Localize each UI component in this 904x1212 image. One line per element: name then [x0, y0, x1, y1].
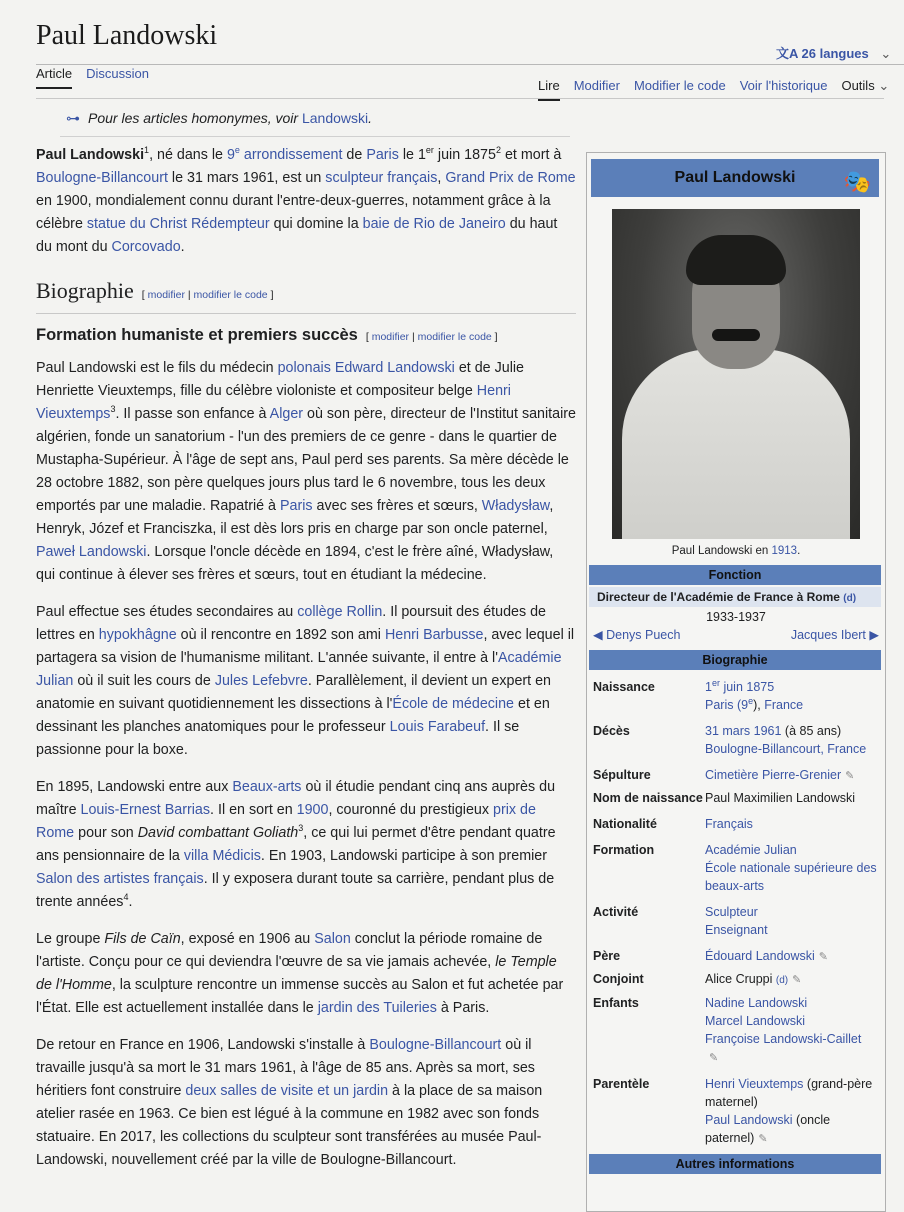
row-label: Décès	[593, 724, 630, 738]
text: Fils de Caïn	[104, 931, 181, 947]
row-label: Activité	[593, 905, 639, 919]
pencil-icon[interactable]: ✎	[709, 1052, 719, 1064]
link[interactable]: Henri Barbusse	[384, 627, 484, 643]
subsection-heading	[36, 324, 576, 349]
link[interactable]: Enseignant	[705, 923, 768, 937]
wikidata-link[interactable]: (d)	[775, 975, 789, 986]
link-christ[interactable]: statue du Christ Rédempteur	[86, 216, 270, 232]
language-count: 26 langues	[801, 46, 869, 61]
text: 9	[226, 147, 235, 163]
link[interactable]: 1913	[771, 545, 798, 557]
ref-3[interactable]: 3	[110, 404, 116, 415]
infobox-rows	[587, 676, 885, 1150]
row-deces	[587, 720, 885, 760]
text: Alice Cruppi	[705, 972, 773, 986]
row-parentele	[587, 1073, 885, 1150]
birth-date	[705, 678, 879, 696]
text: , exposé en 1906 au	[180, 931, 315, 947]
row-value	[705, 903, 879, 939]
theatre-mask-icon: 🎭	[843, 169, 871, 194]
pencil-icon[interactable]: ✎	[845, 770, 855, 782]
paragraph-1	[36, 357, 576, 587]
text: De retour en France en 1906, Landowski s'installe à	[36, 1037, 370, 1053]
death-date	[705, 722, 879, 740]
text: et en dessinant les planches anatomiques pour le professeur	[36, 696, 550, 735]
text: .	[797, 545, 801, 557]
link[interactable]: Marcel Landowski	[705, 1014, 806, 1028]
text: . En 1903, Landowski participe à son premier	[260, 848, 548, 864]
pencil-icon[interactable]: ✎	[792, 974, 802, 986]
text: et mort à	[500, 147, 562, 163]
fonction-title	[589, 587, 881, 607]
text: er	[711, 677, 720, 688]
text: .	[180, 239, 185, 255]
formation-1	[705, 841, 879, 859]
paragraph-3	[36, 776, 576, 914]
disambiguation-icon: ⊶	[66, 110, 80, 126]
text: . Il passe son enfance à	[115, 406, 270, 422]
wikidata-link[interactable]: (d)	[843, 593, 857, 604]
link-paris[interactable]: Paris	[366, 147, 399, 163]
text: juin 1875	[719, 680, 775, 694]
text: , avec lequel il partagera sa vision de l'humanisme militant. L'année suivante, il entre à l'	[36, 627, 575, 666]
heading-text: Biographie	[36, 278, 134, 303]
row-label: Formation	[593, 843, 655, 857]
article-body	[36, 144, 576, 1186]
row-label: Nom de naissance	[593, 791, 703, 805]
photo-shirt	[622, 349, 850, 539]
pencil-icon[interactable]: ✎	[758, 1133, 768, 1145]
link[interactable]: Louis Farabeuf	[389, 719, 486, 735]
link[interactable]: Beaux-arts	[232, 779, 302, 795]
parent-2	[705, 1111, 879, 1148]
row-enfants	[587, 992, 885, 1069]
predecessor-link[interactable]: ◀ Denys Puech	[593, 628, 681, 642]
bracket: ]	[267, 289, 274, 301]
row-value	[705, 815, 879, 833]
page-title: Paul Landowski	[36, 20, 218, 51]
link-boulogne[interactable]: Boulogne-Billancourt	[36, 170, 168, 186]
row-label: Parentèle	[593, 1077, 650, 1091]
intro-paragraph	[36, 144, 576, 259]
link-grand-prix[interactable]: Grand Prix de Rome	[445, 170, 576, 186]
enfant-3	[705, 1030, 879, 1048]
infobox-header	[591, 159, 879, 197]
edit-link[interactable]: modifier	[147, 289, 185, 301]
hatnote-divider	[60, 136, 570, 137]
pencil-icon[interactable]: ✎	[818, 951, 829, 963]
link[interactable]: Alger	[269, 406, 304, 422]
text: e	[234, 145, 240, 156]
text: où il suit les cours de	[73, 673, 215, 689]
heading-text: Formation humaniste et premiers succès	[36, 326, 358, 344]
text: , ce qui lui permet d'être pendant quatre ans pensionnaire de la	[36, 825, 556, 864]
fonction-band: Fonction	[589, 565, 881, 585]
link[interactable]: Henri Vieuxtemps	[705, 1077, 804, 1091]
link[interactable]	[705, 677, 775, 694]
row-value	[705, 947, 879, 966]
row-value	[705, 1075, 879, 1148]
row-label: Naissance	[593, 680, 655, 694]
edit-links	[142, 289, 274, 301]
link[interactable]: Salon	[314, 931, 351, 947]
row-label: Sépulture	[593, 768, 651, 782]
portrait-photo[interactable]	[612, 209, 860, 539]
text: où il rencontre en 1892 son ami	[176, 627, 385, 643]
link[interactable]: Paweł Landowski	[36, 544, 147, 560]
subject-name: Paul Landowski	[36, 147, 145, 163]
edit-links	[366, 331, 498, 343]
parent-1	[705, 1075, 879, 1111]
link[interactable]: France	[764, 698, 804, 712]
enfant-2	[705, 1012, 879, 1030]
link[interactable]: Salon des artistes français	[36, 871, 204, 887]
row-sepulture	[587, 764, 885, 787]
title-divider	[36, 64, 904, 65]
link[interactable]: jardin des Tuileries	[317, 1000, 437, 1016]
link[interactable]: École nationale supérieure des beaux-arts	[705, 861, 877, 893]
text: ),	[753, 698, 765, 712]
photo-hair	[686, 235, 786, 285]
fonction-years: 1933-1937	[706, 610, 766, 624]
row-value	[705, 994, 879, 1067]
row-naissance	[587, 676, 885, 716]
link[interactable]: Édouard Landowski	[705, 949, 815, 963]
row-formation	[587, 839, 885, 897]
text: où son père, directeur de l'Institut sanitaire algérien, fonde un sanatorium - l'un des premiers de ce genre - dans le quartier de Mustapha-Supérieur. À l'âge de sept ans, Paul perd ses parents. Sa mère décède le 28 octobre 1882, son père quelques jours plus tard le 6 novembre, tous les deux emportés par une maladie. Rapatrié à	[36, 406, 576, 514]
text: 1	[705, 680, 712, 694]
link[interactable]: Sculpteur	[705, 905, 758, 919]
text: où il travaille jusqu'à sa mort le 31 mars 1961, à l'âge de 85 ans. Après sa mort, ses héritiers font construire	[36, 1037, 535, 1099]
tab-modifier-code[interactable]: Modifier le code	[633, 78, 726, 93]
link[interactable]: Nadine Landowski	[705, 996, 808, 1010]
link[interactable]: 1900	[296, 802, 329, 818]
paragraph-5	[36, 1034, 576, 1172]
row-pere	[587, 945, 885, 968]
row-value	[705, 678, 879, 714]
hatnote-link[interactable]: Landowski	[301, 110, 369, 126]
link[interactable]: Edward Landowski	[334, 360, 455, 376]
ref-1[interactable]: 1	[144, 145, 150, 156]
text: , Henryk, Józef et Franciszka, il est dès lors pris en charge par son oncle paternel,	[36, 498, 554, 537]
text: Paul effectue ses études secondaires au	[36, 604, 298, 620]
text: Directeur de l'Académie de France à Rome	[597, 590, 840, 604]
text: (grand-père maternel)	[705, 1077, 873, 1109]
link[interactable]: prix de Rome	[36, 802, 536, 841]
link-corcovado[interactable]: Corcovado	[111, 239, 181, 255]
text: . Lorsque l'oncle décède en 1894, c'est le frère aîné, Władysław, qui continue à élever ses frères et sœurs, tout en étudiant la médecine.	[36, 544, 554, 583]
text: e	[748, 695, 754, 706]
text: .	[128, 894, 133, 910]
text: David combattant Goliath	[137, 825, 299, 841]
text: le 1	[398, 147, 426, 163]
text: ,	[437, 170, 446, 186]
ref-2[interactable]: 2	[495, 145, 501, 156]
link[interactable]	[705, 695, 754, 712]
ref-4[interactable]: 4	[123, 892, 129, 903]
text: (oncle paternel)	[705, 1113, 831, 1145]
tab-article[interactable]: Article	[36, 66, 72, 89]
bracket: [	[141, 289, 148, 301]
death-place	[705, 740, 879, 758]
link-francais[interactable]: français	[387, 170, 438, 186]
text: le Temple de l'Homme	[36, 954, 557, 993]
edit-code-link[interactable]: modifier le code	[417, 331, 492, 343]
text: . Il se passionne pour la boxe.	[36, 719, 520, 758]
edit-code-link[interactable]: modifier le code	[193, 289, 268, 301]
ref-3[interactable]: 3	[298, 823, 304, 834]
hatnote-suffix: .	[368, 110, 373, 126]
bracket: [	[365, 331, 372, 343]
link[interactable]: Boulogne-Billancourt	[369, 1037, 502, 1053]
biographie-band: Biographie	[589, 650, 881, 670]
row-nationalite	[587, 813, 885, 835]
enfant-1	[705, 994, 879, 1012]
link[interactable]: Académie Julian	[705, 843, 797, 857]
chevron-down-icon: ⌄	[878, 78, 890, 93]
text: à Paris.	[436, 1000, 490, 1016]
text: . Il poursuit des études de lettres en	[36, 604, 547, 643]
row-nom	[587, 787, 885, 809]
row-label: Père	[593, 949, 621, 963]
text: Paul Landowski est le fils du médecin	[36, 360, 278, 376]
link[interactable]: deux salles de visite et un jardin	[185, 1083, 389, 1099]
text: où il étudie pendant cinq ans auprès du maître	[36, 779, 556, 818]
text: , la sculpture rencontre un immense succès au Salon et fut achetée par l'État. Elle est actuellement installée dans le	[36, 977, 564, 1016]
link[interactable]: Cimetière Pierre-Grenier	[705, 768, 842, 782]
link[interactable]: 31 mars 1961	[705, 724, 782, 738]
succession-nav	[587, 627, 885, 642]
text: En 1895, Landowski entre aux	[36, 779, 233, 795]
link[interactable]: Françoise Landowski-Caillet	[705, 1032, 862, 1046]
tabs-divider	[36, 98, 884, 99]
link[interactable]: Français	[705, 817, 753, 831]
section-heading-biographie	[36, 279, 576, 314]
row-value	[705, 722, 879, 758]
text: à la place de sa maison atelier rasée en 1963. Ce bien est légué à la commune en 1982 avec son fonds statuaire. En 2017, les collections du sculpteur sont transférées au musée Paul-Landowski, nouvellement créé par la ville de Boulogne-Billancourt.	[36, 1083, 543, 1168]
row-conjoint	[587, 968, 885, 992]
text: de	[342, 147, 367, 163]
link[interactable]: hypokhâgne	[98, 627, 177, 643]
separator: |	[184, 289, 194, 301]
language-selector[interactable]	[776, 43, 891, 62]
formation-2	[705, 859, 879, 895]
tab-modifier[interactable]: Modifier	[573, 78, 620, 93]
row-activite	[587, 901, 885, 941]
bracket: ]	[491, 331, 498, 343]
photo-mustache	[712, 329, 760, 341]
text: en 1900, mondialement connu durant l'entre-deux-guerres, notamment grâce à la célèbre	[36, 193, 551, 232]
row-label: Conjoint	[593, 972, 644, 986]
text: avec ses frères et sœurs,	[312, 498, 482, 514]
link[interactable]: Władysław	[481, 498, 550, 514]
text: juin 1875	[433, 147, 496, 163]
outils-label: Outils	[841, 78, 875, 93]
text: Le groupe	[36, 931, 105, 947]
link[interactable]: Paris	[279, 498, 313, 514]
successor-link[interactable]: Jacques Ibert ▶	[790, 628, 879, 642]
link[interactable]: École de médecine	[392, 696, 515, 712]
text: Paris (9	[705, 698, 749, 712]
row-value	[705, 841, 879, 895]
row-value	[705, 766, 879, 785]
namespace-tabs	[36, 66, 149, 89]
row-label: Nationalité	[593, 817, 657, 831]
text: le 31 mars 1961, est un	[167, 170, 326, 186]
tab-discussion[interactable]: Discussion	[86, 66, 149, 81]
link-9e[interactable]	[227, 147, 342, 163]
link[interactable]: Boulogne-Billancourt, France	[705, 742, 867, 756]
paragraph-4	[36, 928, 576, 1020]
enfants-edit	[705, 1048, 879, 1067]
link-sculpteur[interactable]: sculpteur	[325, 170, 384, 186]
text: arrondissement	[239, 147, 343, 163]
paragraph-2	[36, 601, 576, 762]
tab-lire[interactable]: Lire	[538, 78, 560, 101]
text: (à 85 ans)	[781, 724, 842, 738]
separator: |	[409, 331, 418, 343]
link-baie[interactable]: baie de Rio de Janeiro	[362, 216, 506, 232]
text: et de Julie Henriette Vieuxtemps, fille du célèbre violoniste et compositeur belge	[36, 360, 525, 399]
text: , né dans le	[149, 147, 227, 163]
translate-icon: 文A	[776, 46, 798, 61]
tab-historique[interactable]: Voir l'historique	[739, 78, 828, 93]
text: , couronné du prestigieux	[328, 802, 493, 818]
link[interactable]: Jules Lefebvre	[214, 673, 308, 689]
hatnote	[66, 110, 372, 127]
text: Paul Landowski en	[671, 545, 772, 557]
text: qui domine la	[269, 216, 363, 232]
activite-2	[705, 921, 879, 939]
chevron-down-icon: ⌄	[880, 46, 892, 61]
text: pour son	[74, 825, 138, 841]
infobox-title: Paul Landowski	[674, 169, 796, 186]
link[interactable]: collège Rollin	[297, 604, 383, 620]
link[interactable]: Henri Vieuxtemps	[36, 383, 511, 422]
text: du haut du mont du	[36, 216, 558, 255]
row-value	[705, 970, 879, 990]
link[interactable]: Académie Julian	[36, 650, 562, 689]
autres-band: Autres informations	[589, 1154, 881, 1174]
birth-place	[705, 696, 879, 714]
text: er	[425, 145, 434, 156]
text: . Il en sort en	[210, 802, 297, 818]
hatnote-text: Pour les articles homonymes, voir	[88, 110, 302, 126]
row-value: Paul Maximilien Landowski	[705, 791, 856, 805]
photo-caption	[587, 545, 885, 557]
text: conclut la période romaine de l'artiste. Conçu pour ce qui deviendra l'œuvre de sa vie jamais achevée,	[36, 931, 543, 970]
link[interactable]: Louis-Ernest Barrias	[80, 802, 211, 818]
activite-1	[705, 903, 879, 921]
link[interactable]: villa Médicis	[183, 848, 261, 864]
row-label: Enfants	[593, 996, 639, 1010]
infobox	[586, 152, 886, 1212]
text: . Il y exposera durant toute sa carrière, pendant plus de trente années	[36, 871, 555, 910]
text: . Parallèlement, il devient un expert en anatomie en suivant quotidiennement les dissections à l'	[36, 673, 551, 712]
link[interactable]: polonais	[277, 360, 331, 376]
link[interactable]: Paul Landowski	[705, 1113, 793, 1127]
edit-link[interactable]: modifier	[371, 331, 410, 343]
